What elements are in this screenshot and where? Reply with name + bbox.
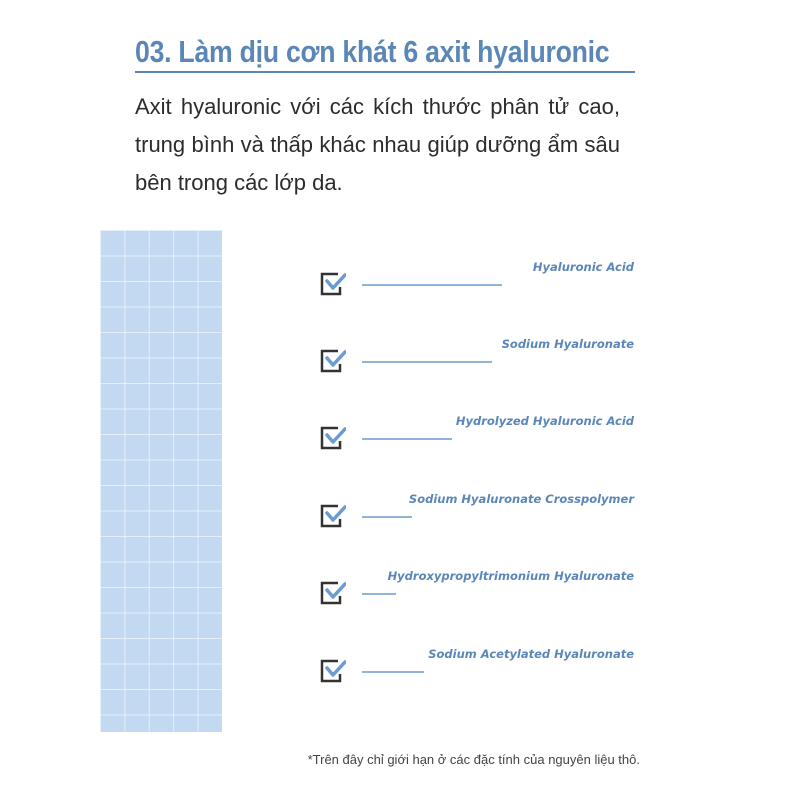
ingredient-label: Hydroxypropyltrimonium Hyaluronate xyxy=(387,569,634,583)
ingredient-item xyxy=(320,569,634,609)
footnote: *Trên đây chỉ giới hạn ở các đặc tính của nguyên liệu thô. xyxy=(307,752,640,767)
title-underline xyxy=(135,71,635,73)
ingredient-item xyxy=(320,337,634,377)
connector-line xyxy=(362,593,396,595)
ingredient-label: Sodium Hyaluronate xyxy=(501,337,634,351)
ingredient-item xyxy=(320,414,634,454)
section-title: 03. Làm dịu cơn khát 6 axit hyaluronic xyxy=(135,34,610,69)
checkbox-checked-icon xyxy=(320,502,346,528)
connector-line xyxy=(362,671,424,673)
checkbox-checked-icon xyxy=(320,657,346,683)
connector-line xyxy=(362,516,412,518)
checkbox-checked-icon xyxy=(320,424,346,450)
ingredient-label: Sodium Hyaluronate Crosspolymer xyxy=(408,492,634,506)
connector-line xyxy=(362,438,452,440)
connector-line xyxy=(362,284,502,286)
ingredient-item xyxy=(320,260,634,300)
grid-panel xyxy=(100,230,222,732)
ingredient-label: Hydrolyzed Hyaluronic Acid xyxy=(455,414,634,428)
section-description: Axit hyaluronic với các kích thước phân tử cao, trung bình và thấp khác nhau giúp dưỡng ẩm sâu bên trong các lớp da. xyxy=(135,94,620,195)
ingredient-label: Hyaluronic Acid xyxy=(532,260,634,274)
ingredient-label: Sodium Acetylated Hyaluronate xyxy=(428,647,634,661)
checkbox-checked-icon xyxy=(320,347,346,373)
ingredient-item xyxy=(320,492,634,532)
checkbox-checked-icon xyxy=(320,270,346,296)
checkbox-checked-icon xyxy=(320,579,346,605)
ingredient-item xyxy=(320,647,634,687)
connector-line xyxy=(362,361,492,363)
